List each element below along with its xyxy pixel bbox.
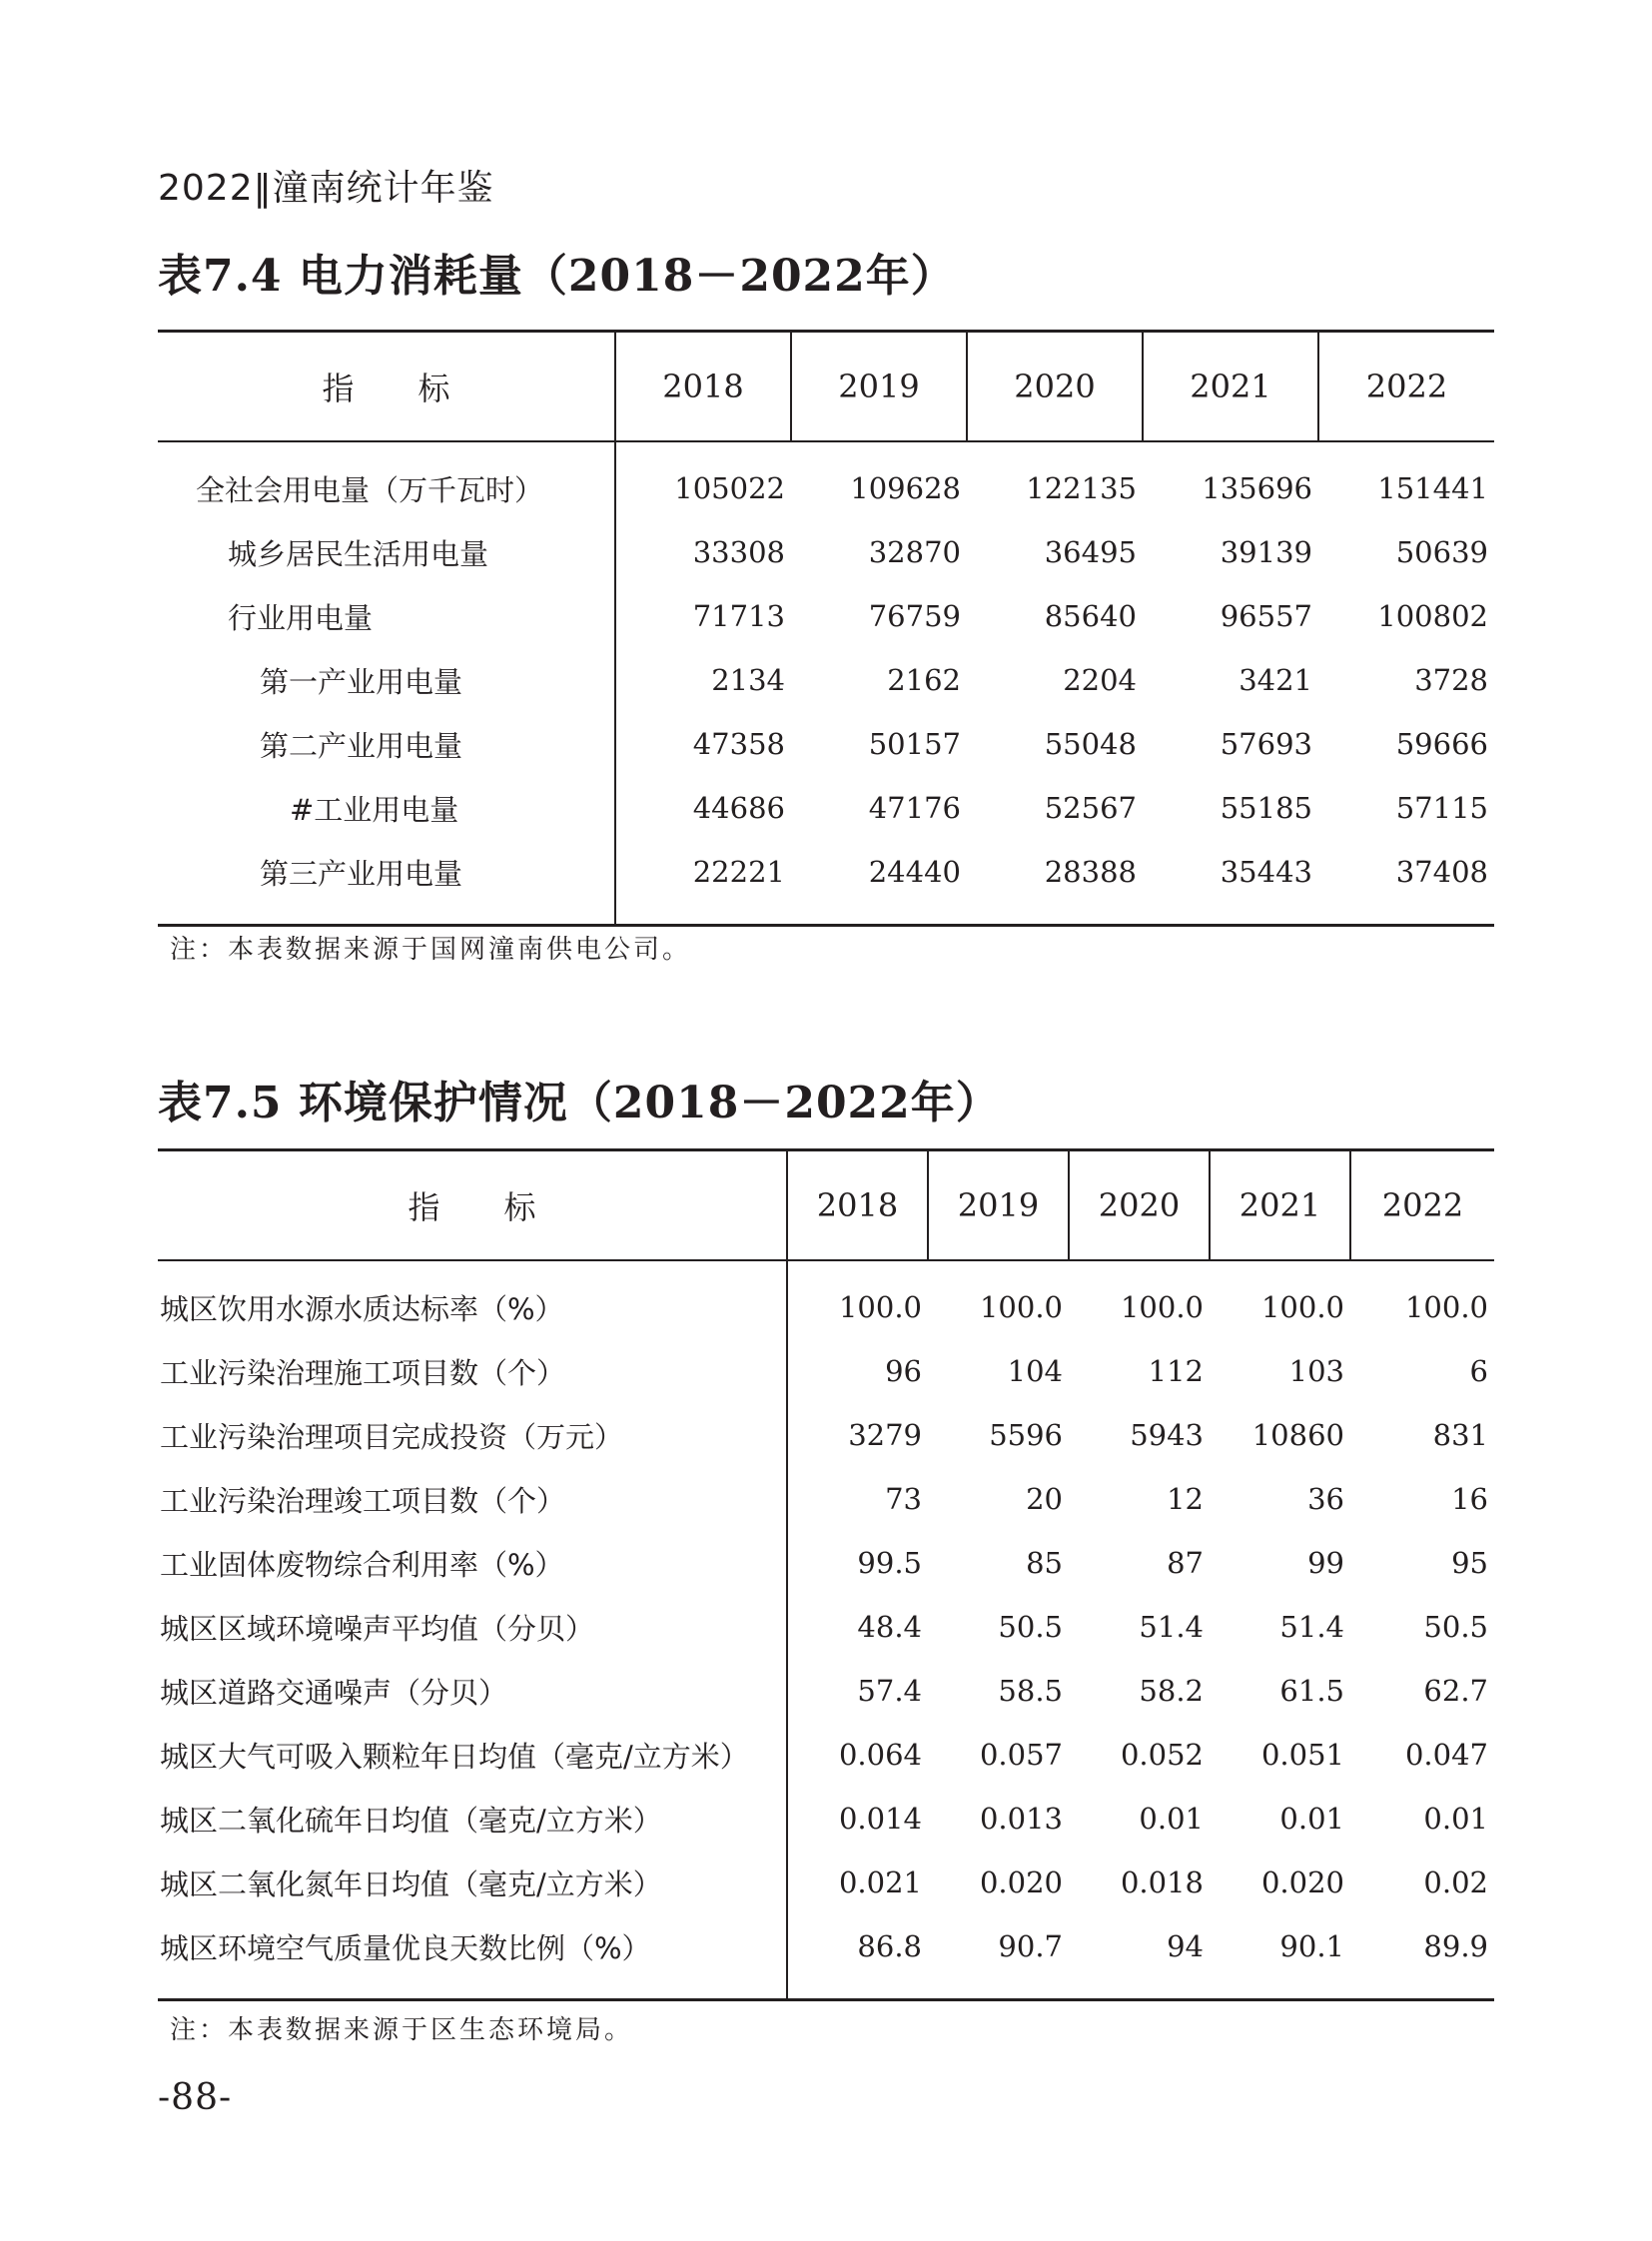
cell-value: 0.013 <box>979 1802 1063 1836</box>
cell-value: 831 <box>1432 1418 1488 1452</box>
header-year: 2022 <box>1318 332 1494 442</box>
cell-value: 59666 <box>1395 727 1488 761</box>
row-label: 城区道路交通噪声（分贝） <box>158 1659 787 1723</box>
row-label: 第三产业用电量 <box>158 840 615 926</box>
cell-value: 50639 <box>1395 535 1488 569</box>
table-row <box>158 1339 1494 1403</box>
cell-value: 16 <box>1451 1482 1488 1516</box>
cell-value: 151441 <box>1377 471 1488 505</box>
row-label: 工业污染治理施工项目数（个） <box>158 1339 787 1403</box>
cell-value: 22221 <box>692 855 785 889</box>
cell-value: 51.4 <box>1139 1610 1204 1644</box>
cell-value: 100.0 <box>979 1290 1063 1324</box>
cell-value: 3728 <box>1414 663 1488 697</box>
table-row <box>158 584 1494 648</box>
header-year: 2020 <box>1069 1150 1210 1261</box>
cell-value: 50.5 <box>998 1610 1063 1644</box>
cell-value: 103 <box>1288 1354 1344 1388</box>
cell-value: 3279 <box>848 1418 922 1452</box>
cell-value: 2204 <box>1063 663 1137 697</box>
cell-value: 76759 <box>868 599 961 633</box>
cell-value: 0.052 <box>1120 1738 1204 1772</box>
cell-value: 0.047 <box>1404 1738 1488 1772</box>
table-row <box>158 441 1494 520</box>
cell-value: 2134 <box>711 663 785 697</box>
cell-value: 44686 <box>692 791 785 825</box>
cell-value: 105022 <box>674 471 785 505</box>
cell-value: 0.01 <box>1423 1802 1488 1836</box>
cell-value: 0.014 <box>838 1802 922 1836</box>
cell-value: 0.064 <box>838 1738 922 1772</box>
cell-value: 99 <box>1307 1546 1344 1580</box>
cell-value: 6 <box>1469 1354 1488 1388</box>
cell-value: 86.8 <box>857 1929 922 1963</box>
cell-value: 100.0 <box>1120 1290 1204 1324</box>
cell-value: 71713 <box>692 599 785 633</box>
cell-value: 104 <box>1007 1354 1063 1388</box>
cell-value: 36 <box>1307 1482 1344 1516</box>
cell-value: 57115 <box>1395 791 1488 825</box>
row-label: 工业污染治理项目完成投资（万元） <box>158 1403 787 1467</box>
cell-value: 58.2 <box>1139 1674 1204 1708</box>
cell-value: 122135 <box>1026 471 1137 505</box>
cell-value: 12 <box>1167 1482 1204 1516</box>
cell-value: 5596 <box>989 1418 1063 1452</box>
cell-value: 0.051 <box>1260 1738 1344 1772</box>
table-header-row <box>158 332 1494 442</box>
cell-value: 55048 <box>1044 727 1137 761</box>
cell-value: 90.7 <box>998 1929 1063 1963</box>
row-label: 全社会用电量（万千瓦时） <box>158 441 615 520</box>
cell-value: 0.057 <box>979 1738 1063 1772</box>
header-year: 2019 <box>928 1150 1069 1261</box>
cell-value: 61.5 <box>1279 1674 1344 1708</box>
cell-value: 73 <box>885 1482 922 1516</box>
header-year: 2021 <box>1210 1150 1350 1261</box>
cell-value: 47176 <box>868 791 961 825</box>
row-label: 城区区域环境噪声平均值（分贝） <box>158 1595 787 1659</box>
cell-value: 0.01 <box>1139 1802 1204 1836</box>
header-indicator: 指 标 <box>158 1150 787 1261</box>
table-row <box>158 648 1494 712</box>
cell-value: 96557 <box>1220 599 1312 633</box>
cell-value: 57693 <box>1220 727 1312 761</box>
cell-value: 55185 <box>1220 791 1312 825</box>
table-row <box>158 776 1494 840</box>
row-label: 城乡居民生活用电量 <box>158 520 615 584</box>
cell-value: 10860 <box>1251 1418 1344 1452</box>
table-row <box>158 1787 1494 1851</box>
cell-value: 100.0 <box>838 1290 922 1324</box>
environmental-protection-table <box>158 1148 1494 2001</box>
header-year: 2018 <box>615 332 791 442</box>
cell-value: 112 <box>1148 1354 1204 1388</box>
cell-value: 58.5 <box>998 1674 1063 1708</box>
cell-value: 0.021 <box>838 1866 922 1899</box>
cell-value: 39139 <box>1220 535 1312 569</box>
row-label: #工业用电量 <box>158 776 615 840</box>
cell-value: 28388 <box>1044 855 1137 889</box>
cell-value: 2162 <box>887 663 961 697</box>
cell-value: 33308 <box>692 535 785 569</box>
header-year: 2018 <box>787 1150 928 1261</box>
cell-value: 0.020 <box>979 1866 1063 1899</box>
header-year: 2020 <box>967 332 1143 442</box>
cell-value: 48.4 <box>857 1610 922 1644</box>
cell-value: 90.1 <box>1279 1929 1344 1963</box>
cell-value: 24440 <box>868 855 961 889</box>
cell-value: 89.9 <box>1423 1929 1488 1963</box>
cell-value: 100.0 <box>1404 1290 1488 1324</box>
header-year: 2021 <box>1143 332 1318 442</box>
cell-value: 5943 <box>1130 1418 1204 1452</box>
row-label: 城区环境空气质量优良天数比例（%） <box>158 1914 787 2000</box>
cell-value: 36495 <box>1044 535 1137 569</box>
running-head: 2022‖潼南统计年鉴 <box>158 168 494 209</box>
row-label: 工业固体废物综合利用率（%） <box>158 1531 787 1595</box>
cell-value: 0.020 <box>1260 1866 1344 1899</box>
page-number: -88- <box>158 2077 233 2118</box>
cell-value: 52567 <box>1044 791 1137 825</box>
header-year: 2022 <box>1350 1150 1494 1261</box>
cell-value: 96 <box>885 1354 922 1388</box>
table-row <box>158 712 1494 776</box>
row-label: 第一产业用电量 <box>158 648 615 712</box>
row-label: 城区二氧化氮年日均值（毫克/立方米） <box>158 1851 787 1914</box>
table-row <box>158 1723 1494 1787</box>
cell-value: 47358 <box>692 727 785 761</box>
table-7-4-note: 注：本表数据来源于国网潼南供电公司。 <box>170 935 692 965</box>
header-indicator: 指 标 <box>158 332 615 442</box>
cell-value: 95 <box>1451 1546 1488 1580</box>
table-row <box>158 1260 1494 1339</box>
cell-value: 50.5 <box>1423 1610 1488 1644</box>
row-label: 城区饮用水源水质达标率（%） <box>158 1260 787 1339</box>
table-7-5-title: 表7.5 环境保护情况（2018－2022年） <box>158 1078 1001 1128</box>
cell-value: 0.02 <box>1423 1866 1488 1899</box>
row-label: 第二产业用电量 <box>158 712 615 776</box>
table-row <box>158 1403 1494 1467</box>
cell-value: 0.018 <box>1120 1866 1204 1899</box>
table-row <box>158 1659 1494 1723</box>
cell-value: 85640 <box>1044 599 1137 633</box>
row-label: 行业用电量 <box>158 584 615 648</box>
table-row <box>158 520 1494 584</box>
table-row <box>158 840 1494 926</box>
cell-value: 32870 <box>868 535 961 569</box>
cell-value: 35443 <box>1220 855 1312 889</box>
cell-value: 100802 <box>1377 599 1488 633</box>
cell-value: 87 <box>1167 1546 1204 1580</box>
cell-value: 94 <box>1167 1929 1204 1963</box>
cell-value: 109628 <box>850 471 961 505</box>
electricity-consumption-table <box>158 330 1494 927</box>
cell-value: 0.01 <box>1279 1802 1344 1836</box>
cell-value: 20 <box>1026 1482 1063 1516</box>
cell-value: 85 <box>1026 1546 1063 1580</box>
row-label: 城区大气可吸入颗粒年日均值（毫克/立方米） <box>158 1723 787 1787</box>
cell-value: 135696 <box>1202 471 1312 505</box>
cell-value: 57.4 <box>857 1674 922 1708</box>
table-row <box>158 1595 1494 1659</box>
header-year: 2019 <box>791 332 967 442</box>
cell-value: 37408 <box>1395 855 1488 889</box>
cell-value: 51.4 <box>1279 1610 1344 1644</box>
table-7-4-title: 表7.4 电力消耗量（2018－2022年） <box>158 251 956 302</box>
cell-value: 99.5 <box>857 1546 922 1580</box>
cell-value: 62.7 <box>1423 1674 1488 1708</box>
table-row <box>158 1467 1494 1531</box>
cell-value: 3421 <box>1239 663 1312 697</box>
cell-value: 100.0 <box>1260 1290 1344 1324</box>
table-header-row <box>158 1150 1494 1261</box>
row-label: 工业污染治理竣工项目数（个） <box>158 1467 787 1531</box>
table-row <box>158 1851 1494 1914</box>
cell-value: 50157 <box>868 727 961 761</box>
row-label: 城区二氧化硫年日均值（毫克/立方米） <box>158 1787 787 1851</box>
table-7-5-note: 注：本表数据来源于区生态环境局。 <box>170 2015 634 2045</box>
table-row <box>158 1914 1494 2000</box>
table-row <box>158 1531 1494 1595</box>
